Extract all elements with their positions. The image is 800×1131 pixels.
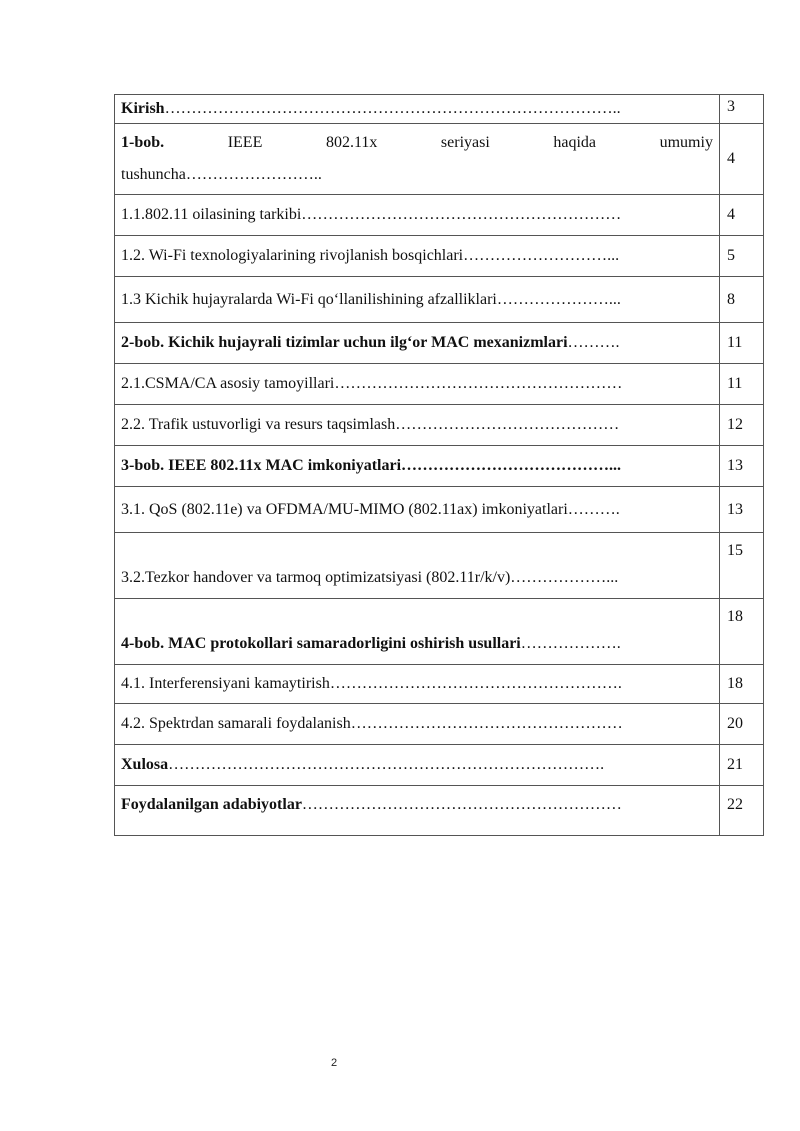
toc-row-chapter-3 bbox=[115, 446, 764, 487]
toc-row-2-1 bbox=[115, 364, 764, 405]
footer-page-number: 2 bbox=[331, 1057, 338, 1069]
toc-page-number: 11 bbox=[720, 364, 764, 405]
toc-row-4-1 bbox=[115, 665, 764, 704]
toc-page-number: 13 bbox=[720, 446, 764, 487]
toc-title-cell bbox=[115, 95, 720, 124]
toc-title-cell bbox=[115, 665, 720, 704]
toc-entry-title: 3.1. QoS (802.11e) va OFDMA/MU-MIMO (802.11ax) imkoniyatlari………. bbox=[121, 500, 620, 518]
toc-page-number: 4 bbox=[720, 124, 764, 195]
toc-page-number: 11 bbox=[720, 323, 764, 364]
toc-entry-title: 3.2.Tezkor handover va tarmoq optimizatsiyasi (802.11r/k/v)………………... bbox=[121, 569, 619, 586]
toc-row-kirish bbox=[115, 95, 764, 124]
toc-page-number: 21 bbox=[720, 745, 764, 786]
toc-row-1-2 bbox=[115, 236, 764, 277]
toc-entry-title: 3-bob. IEEE 802.11x MAC imkoniyatlari…………………………………... bbox=[121, 457, 622, 474]
toc-entry-title-line1: 1-bob. IEEE 802.11x seriyasi haqida umumiy bbox=[121, 134, 713, 151]
toc-title-cell bbox=[115, 277, 720, 323]
toc-row-xulosa bbox=[115, 745, 764, 786]
toc-title-cell bbox=[115, 533, 720, 599]
toc-title-cell bbox=[115, 446, 720, 487]
toc-row-1-1 bbox=[115, 195, 764, 236]
toc-entry-title: 2.1.CSMA/CA asosiy tamoyillari……………………………………………… bbox=[121, 375, 623, 392]
toc-entry-title: 4.2. Spektrdan samarali foydalanish…………………………………………… bbox=[121, 715, 623, 732]
toc-entry-title: Foydalanilgan adabiyotlar…………………………………………………… bbox=[121, 796, 622, 813]
toc-row-3-1 bbox=[115, 487, 764, 533]
toc-row-3-2 bbox=[115, 533, 764, 599]
toc-entry-title: 1.1.802.11 oilasining tarkibi…………………………………………………… bbox=[121, 206, 622, 223]
toc-row-4-2 bbox=[115, 704, 764, 745]
toc-title-cell bbox=[115, 124, 720, 195]
toc-entry-title: 4-bob. MAC protokollari samaradorligini oshirish usullari………………. bbox=[121, 635, 621, 652]
toc-page-number: 5 bbox=[720, 236, 764, 277]
toc-title-cell bbox=[115, 786, 720, 836]
toc-page-number: 20 bbox=[720, 704, 764, 745]
toc-page-number: 18 bbox=[720, 599, 764, 665]
toc-title-cell bbox=[115, 236, 720, 277]
toc-title-cell bbox=[115, 487, 720, 533]
toc-page-number: 18 bbox=[720, 665, 764, 704]
toc-entry-title: 1.3 Kichik hujayralarda Wi-Fi qo‘llanilishining afzalliklari…………………... bbox=[121, 290, 621, 308]
toc-row-chapter-2 bbox=[115, 323, 764, 364]
toc-title-cell bbox=[115, 599, 720, 665]
toc-entry-title: 2.2. Trafik ustuvorligi va resurs taqsimlash…………………………………… bbox=[121, 416, 620, 433]
toc-page-number: 12 bbox=[720, 405, 764, 446]
toc-page-number: 13 bbox=[720, 487, 764, 533]
toc-row-1-3 bbox=[115, 277, 764, 323]
toc-entry-title: 1.2. Wi-Fi texnologiyalarining rivojlanish bosqichlari………………………... bbox=[121, 247, 620, 264]
toc-entry-title: Xulosa………………………………………………………………………. bbox=[121, 756, 605, 773]
toc-page-number: 8 bbox=[720, 277, 764, 323]
toc-page-number: 15 bbox=[720, 533, 764, 599]
toc-page-number: 3 bbox=[720, 95, 764, 124]
toc-row-chapter-4 bbox=[115, 599, 764, 665]
toc-title-cell bbox=[115, 195, 720, 236]
toc-page-number: 22 bbox=[720, 786, 764, 836]
toc-title-cell bbox=[115, 405, 720, 446]
toc-entry-title: 4.1. Interferensiyani kamaytirish………………………………………………. bbox=[121, 675, 622, 692]
toc-entry-title: Kirish………………………………………………………………………….. bbox=[121, 100, 621, 117]
toc-page-number: 4 bbox=[720, 195, 764, 236]
table-of-contents bbox=[114, 94, 764, 836]
toc-title-cell bbox=[115, 745, 720, 786]
toc-title-cell bbox=[115, 364, 720, 405]
toc-title-cell bbox=[115, 704, 720, 745]
toc-entry-title: 2-bob. Kichik hujayrali tizimlar uchun ilg‘or MAC mexanizmlari………. bbox=[121, 334, 620, 351]
toc-row-2-2 bbox=[115, 405, 764, 446]
toc-entry-title-line2: tushuncha…………………….. bbox=[121, 166, 322, 183]
toc-row-references bbox=[115, 786, 764, 836]
toc-title-cell bbox=[115, 323, 720, 364]
toc-row-chapter-1 bbox=[115, 124, 764, 195]
